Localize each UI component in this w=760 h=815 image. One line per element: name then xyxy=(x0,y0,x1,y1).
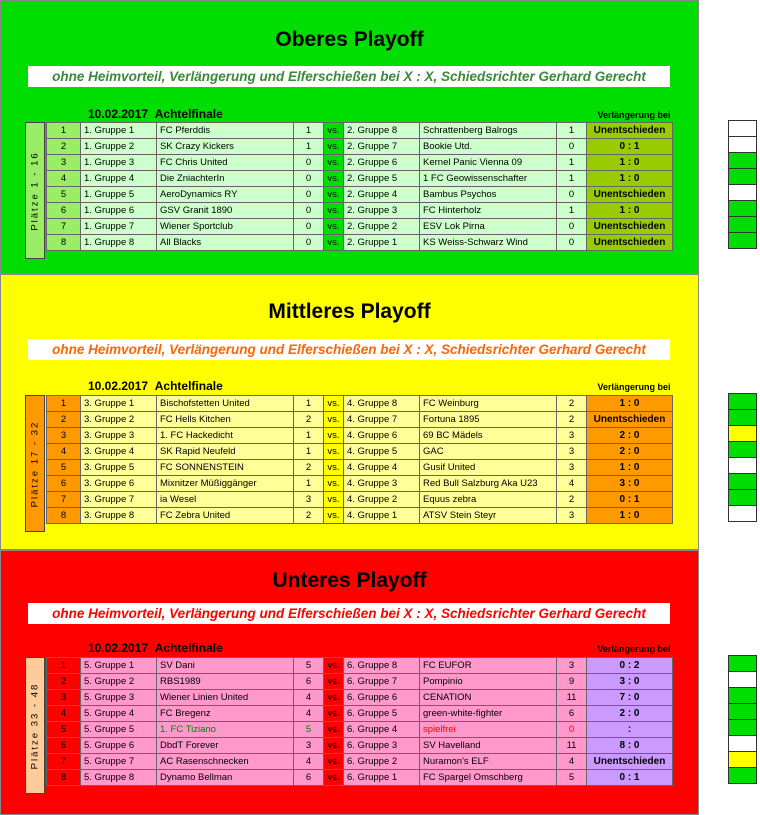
home-team: AeroDynamics RY xyxy=(157,187,294,203)
away-team: spielfrei xyxy=(420,722,557,738)
away-team: KS Weiss-Schwarz Wind xyxy=(420,235,557,251)
away-group: 6. Gruppe 5 xyxy=(344,706,420,722)
match-number: 5 xyxy=(47,460,81,476)
home-team: 1. FC Hackedicht xyxy=(157,428,294,444)
home-group: 5. Gruppe 6 xyxy=(81,738,157,754)
away-group: 6. Gruppe 7 xyxy=(344,674,420,690)
extension-result: 3 : 0 xyxy=(587,674,673,690)
away-score: 11 xyxy=(557,690,587,706)
home-team: 1. FC Tiziano xyxy=(157,722,294,738)
home-group: 5. Gruppe 7 xyxy=(81,754,157,770)
away-team: FC Hinterholz xyxy=(420,203,557,219)
extension-result: 1 : 0 xyxy=(587,203,673,219)
match-row xyxy=(47,738,673,754)
away-score: 0 xyxy=(557,722,587,738)
places-label: Plätze 17 - 32 xyxy=(25,395,45,532)
home-team: FC SONNENSTEIN xyxy=(157,460,294,476)
away-score: 3 xyxy=(557,428,587,444)
away-score: 4 xyxy=(557,476,587,492)
extension-result: 2 : 0 xyxy=(587,444,673,460)
status-indicator xyxy=(728,473,757,490)
match-row xyxy=(47,187,673,203)
status-indicator xyxy=(728,216,757,233)
away-group: 4. Gruppe 1 xyxy=(344,508,420,524)
status-indicator xyxy=(728,232,757,249)
vs-label: vs. xyxy=(324,155,344,171)
status-indicator xyxy=(728,457,757,474)
status-indicator xyxy=(728,136,757,153)
away-team: 69 BC Mädels xyxy=(420,428,557,444)
extension-result: Unentschieden xyxy=(587,754,673,770)
match-number: 5 xyxy=(47,722,81,738)
match-number: 3 xyxy=(47,155,81,171)
away-score: 5 xyxy=(557,770,587,786)
match-table xyxy=(46,122,673,251)
home-group: 3. Gruppe 5 xyxy=(81,460,157,476)
home-score: 4 xyxy=(294,706,324,722)
status-indicator xyxy=(728,767,757,784)
vs-label: vs. xyxy=(324,508,344,524)
away-group: 6. Gruppe 8 xyxy=(344,658,420,674)
home-group: 3. Gruppe 1 xyxy=(81,396,157,412)
vs-label: vs. xyxy=(324,690,344,706)
home-group: 1. Gruppe 7 xyxy=(81,219,157,235)
match-table xyxy=(46,657,673,786)
away-team: ESV Lok Pirna xyxy=(420,219,557,235)
home-group: 3. Gruppe 7 xyxy=(81,492,157,508)
away-team: 1 FC Geowissenschafter xyxy=(420,171,557,187)
away-score: 0 xyxy=(557,187,587,203)
match-number: 1 xyxy=(47,658,81,674)
places-label: Plätze 33 - 48 xyxy=(25,657,45,794)
match-number: 6 xyxy=(47,476,81,492)
away-group: 6. Gruppe 3 xyxy=(344,738,420,754)
home-team: RBS1989 xyxy=(157,674,294,690)
away-score: 3 xyxy=(557,460,587,476)
status-indicator xyxy=(728,671,757,688)
home-group: 5. Gruppe 4 xyxy=(81,706,157,722)
away-score: 0 xyxy=(557,139,587,155)
home-score: 0 xyxy=(294,219,324,235)
match-number: 7 xyxy=(47,219,81,235)
home-group: 3. Gruppe 3 xyxy=(81,428,157,444)
home-score: 2 xyxy=(294,508,324,524)
away-group: 4. Gruppe 5 xyxy=(344,444,420,460)
home-group: 5. Gruppe 3 xyxy=(81,690,157,706)
home-score: 5 xyxy=(294,658,324,674)
status-indicator xyxy=(728,425,757,442)
extension-result: 1 : 0 xyxy=(587,460,673,476)
status-indicator xyxy=(728,393,757,410)
match-row xyxy=(47,123,673,139)
away-group: 2. Gruppe 2 xyxy=(344,219,420,235)
match-number: 8 xyxy=(47,770,81,786)
away-team: GAC xyxy=(420,444,557,460)
home-score: 1 xyxy=(294,139,324,155)
status-indicator xyxy=(728,441,757,458)
home-group: 1. Gruppe 3 xyxy=(81,155,157,171)
home-group: 3. Gruppe 2 xyxy=(81,412,157,428)
extension-result: 3 : 0 xyxy=(587,476,673,492)
away-team: Bambus Psychos xyxy=(420,187,557,203)
away-score: 3 xyxy=(557,444,587,460)
vs-label: vs. xyxy=(324,171,344,187)
match-row xyxy=(47,674,673,690)
vs-label: vs. xyxy=(324,738,344,754)
match-row xyxy=(47,754,673,770)
extension-result: Unentschieden xyxy=(587,219,673,235)
away-group: 2. Gruppe 6 xyxy=(344,155,420,171)
home-team: DbdT Forever xyxy=(157,738,294,754)
away-group: 6. Gruppe 6 xyxy=(344,690,420,706)
status-indicator xyxy=(728,719,757,736)
match-number: 8 xyxy=(47,508,81,524)
home-team: FC Bregenz xyxy=(157,706,294,722)
away-group: 2. Gruppe 4 xyxy=(344,187,420,203)
home-group: 5. Gruppe 5 xyxy=(81,722,157,738)
home-team: Wiener Linien United xyxy=(157,690,294,706)
match-row xyxy=(47,203,673,219)
extension-result: 0 : 2 xyxy=(587,658,673,674)
away-team: Fortuna 1895 xyxy=(420,412,557,428)
home-score: 3 xyxy=(294,738,324,754)
away-team: FC Weinburg xyxy=(420,396,557,412)
away-team: Nuramon's ELF xyxy=(420,754,557,770)
home-score: 3 xyxy=(294,492,324,508)
away-score: 11 xyxy=(557,738,587,754)
match-number: 4 xyxy=(47,171,81,187)
match-table xyxy=(46,395,673,524)
home-group: 3. Gruppe 8 xyxy=(81,508,157,524)
match-row xyxy=(47,139,673,155)
match-row xyxy=(47,235,673,251)
status-indicator xyxy=(728,168,757,185)
match-row xyxy=(47,706,673,722)
home-score: 6 xyxy=(294,674,324,690)
home-group: 5. Gruppe 8 xyxy=(81,770,157,786)
match-row xyxy=(47,412,673,428)
extension-result: 1 : 0 xyxy=(587,155,673,171)
away-team: FC EUFOR xyxy=(420,658,557,674)
section-title: Oberes Playoff xyxy=(275,28,424,51)
away-team: green-white-fighter xyxy=(420,706,557,722)
match-number: 4 xyxy=(47,706,81,722)
indicator-column xyxy=(728,656,757,784)
vs-label: vs. xyxy=(324,460,344,476)
home-team: Dynamo Bellman xyxy=(157,770,294,786)
home-group: 1. Gruppe 5 xyxy=(81,187,157,203)
home-score: 1 xyxy=(294,476,324,492)
home-team: AC Rasenschnecken xyxy=(157,754,294,770)
home-team: Wiener Sportclub xyxy=(157,219,294,235)
home-score: 2 xyxy=(294,412,324,428)
home-score: 4 xyxy=(294,690,324,706)
away-group: 4. Gruppe 2 xyxy=(344,492,420,508)
home-team: SK Rapid Neufeld xyxy=(157,444,294,460)
match-row xyxy=(47,460,673,476)
home-team: FC Chris United xyxy=(157,155,294,171)
away-score: 0 xyxy=(557,219,587,235)
match-row xyxy=(47,690,673,706)
away-score: 1 xyxy=(557,155,587,171)
places-label: Plätze 1 - 16 xyxy=(25,122,45,259)
away-group: 4. Gruppe 3 xyxy=(344,476,420,492)
match-number: 3 xyxy=(47,428,81,444)
extension-result: 1 : 0 xyxy=(587,171,673,187)
match-number: 4 xyxy=(47,444,81,460)
away-score: 2 xyxy=(557,412,587,428)
home-score: 1 xyxy=(294,123,324,139)
match-number: 6 xyxy=(47,738,81,754)
extension-result: 0 : 1 xyxy=(587,770,673,786)
home-score: 0 xyxy=(294,235,324,251)
extension-result: Unentschieden xyxy=(587,187,673,203)
status-indicator xyxy=(728,409,757,426)
match-row xyxy=(47,171,673,187)
home-score: 5 xyxy=(294,722,324,738)
away-score: 2 xyxy=(557,396,587,412)
vs-label: vs. xyxy=(324,492,344,508)
extension-result: 7 : 0 xyxy=(587,690,673,706)
match-number: 2 xyxy=(47,412,81,428)
status-indicator xyxy=(728,184,757,201)
extension-result: : xyxy=(587,722,673,738)
away-score: 9 xyxy=(557,674,587,690)
vs-label: vs. xyxy=(324,219,344,235)
away-group: 6. Gruppe 1 xyxy=(344,770,420,786)
extension-result: 2 : 0 xyxy=(587,706,673,722)
home-score: 1 xyxy=(294,396,324,412)
away-group: 2. Gruppe 1 xyxy=(344,235,420,251)
extension-result: 8 : 0 xyxy=(587,738,673,754)
home-team: SK Crazy Kickers xyxy=(157,139,294,155)
extension-result: 1 : 0 xyxy=(587,396,673,412)
home-team: FC Hells Kitchen xyxy=(157,412,294,428)
match-row xyxy=(47,658,673,674)
home-score: 6 xyxy=(294,770,324,786)
home-team: FC Zebra United xyxy=(157,508,294,524)
away-team: FC Spargel Omschberg xyxy=(420,770,557,786)
away-score: 1 xyxy=(557,203,587,219)
away-team: ATSV Stein Steyr xyxy=(420,508,557,524)
away-score: 3 xyxy=(557,508,587,524)
away-team: Schrattenberg Balrogs xyxy=(420,123,557,139)
match-number: 2 xyxy=(47,139,81,155)
away-team: Gusif United xyxy=(420,460,557,476)
away-team: SV Havelland xyxy=(420,738,557,754)
vs-label: vs. xyxy=(324,123,344,139)
status-indicator xyxy=(728,751,757,768)
home-team: Die ZniachterIn xyxy=(157,171,294,187)
vs-label: vs. xyxy=(324,396,344,412)
vs-label: vs. xyxy=(324,235,344,251)
match-row xyxy=(47,722,673,738)
extension-result: 2 : 0 xyxy=(587,428,673,444)
home-score: 4 xyxy=(294,754,324,770)
home-group: 3. Gruppe 4 xyxy=(81,444,157,460)
away-group: 6. Gruppe 4 xyxy=(344,722,420,738)
section-title: Mittleres Playoff xyxy=(268,300,431,323)
match-row xyxy=(47,428,673,444)
status-indicator xyxy=(728,703,757,720)
vs-label: vs. xyxy=(324,658,344,674)
extension-result: Unentschieden xyxy=(587,235,673,251)
match-row xyxy=(47,219,673,235)
home-team: FC Pferddis xyxy=(157,123,294,139)
home-score: 1 xyxy=(294,444,324,460)
match-number: 8 xyxy=(47,235,81,251)
match-row xyxy=(47,508,673,524)
match-number: 1 xyxy=(47,123,81,139)
match-row xyxy=(47,155,673,171)
match-row xyxy=(47,476,673,492)
extension-result: 0 : 1 xyxy=(587,492,673,508)
vs-label: vs. xyxy=(324,754,344,770)
away-group: 2. Gruppe 5 xyxy=(344,171,420,187)
match-date: 10.02.2017 Achtelfinale xyxy=(88,641,223,655)
away-score: 6 xyxy=(557,706,587,722)
home-group: 1. Gruppe 1 xyxy=(81,123,157,139)
match-number: 2 xyxy=(47,674,81,690)
match-number: 7 xyxy=(47,492,81,508)
away-group: 2. Gruppe 8 xyxy=(344,123,420,139)
away-score: 0 xyxy=(557,235,587,251)
vs-label: vs. xyxy=(324,203,344,219)
vs-label: vs. xyxy=(324,428,344,444)
extension-label: Verlängerung bei xyxy=(597,382,671,392)
extension-result: 0 : 1 xyxy=(587,139,673,155)
home-team: GSV Granit 1890 xyxy=(157,203,294,219)
home-team: SV Dani xyxy=(157,658,294,674)
home-group: 3. Gruppe 6 xyxy=(81,476,157,492)
away-team: Equus zebra xyxy=(420,492,557,508)
away-group: 4. Gruppe 4 xyxy=(344,460,420,476)
away-team: Bookie Utd. xyxy=(420,139,557,155)
status-indicator xyxy=(728,489,757,506)
home-group: 1. Gruppe 2 xyxy=(81,139,157,155)
away-team: Kernel Panic Vienna 09 xyxy=(420,155,557,171)
vs-label: vs. xyxy=(324,187,344,203)
vs-label: vs. xyxy=(324,674,344,690)
status-indicator xyxy=(728,200,757,217)
match-date: 10.02.2017 Achtelfinale xyxy=(88,107,223,121)
section-subtitle: ohne Heimvorteil, Verlängerung und Elferschießen bei X : X, Schiedsrichter Gerhard Gerecht xyxy=(28,603,670,624)
extension-result: 1 : 0 xyxy=(587,508,673,524)
status-indicator xyxy=(728,505,757,522)
extension-label: Verlängerung bei xyxy=(597,644,671,654)
home-team: All Blacks xyxy=(157,235,294,251)
home-score: 0 xyxy=(294,203,324,219)
away-score: 1 xyxy=(557,123,587,139)
away-team: CENATION xyxy=(420,690,557,706)
home-team: Bischofstetten United xyxy=(157,396,294,412)
away-score: 3 xyxy=(557,658,587,674)
vs-label: vs. xyxy=(324,139,344,155)
status-indicator xyxy=(728,687,757,704)
away-group: 6. Gruppe 2 xyxy=(344,754,420,770)
vs-label: vs. xyxy=(324,444,344,460)
match-date: 10.02.2017 Achtelfinale xyxy=(88,379,223,393)
home-score: 1 xyxy=(294,428,324,444)
vs-label: vs. xyxy=(324,412,344,428)
away-group: 2. Gruppe 3 xyxy=(344,203,420,219)
home-group: 5. Gruppe 1 xyxy=(81,658,157,674)
home-group: 5. Gruppe 2 xyxy=(81,674,157,690)
match-number: 1 xyxy=(47,396,81,412)
vs-label: vs. xyxy=(324,476,344,492)
indicator-column xyxy=(728,394,757,522)
vs-label: vs. xyxy=(324,706,344,722)
match-number: 3 xyxy=(47,690,81,706)
match-row xyxy=(47,444,673,460)
away-score: 4 xyxy=(557,754,587,770)
match-number: 5 xyxy=(47,187,81,203)
indicator-column xyxy=(728,121,757,249)
section-title: Unteres Playoff xyxy=(272,569,427,592)
section-subtitle: ohne Heimvorteil, Verlängerung und Elferschießen bei X : X, Schiedsrichter Gerhard Gerecht xyxy=(28,66,670,87)
away-score: 2 xyxy=(557,492,587,508)
away-score: 1 xyxy=(557,171,587,187)
status-indicator xyxy=(728,120,757,137)
home-score: 0 xyxy=(294,171,324,187)
away-group: 2. Gruppe 7 xyxy=(344,139,420,155)
status-indicator xyxy=(728,152,757,169)
home-score: 0 xyxy=(294,155,324,171)
status-indicator xyxy=(728,735,757,752)
away-team: Pompinio xyxy=(420,674,557,690)
extension-result: Unentschieden xyxy=(587,123,673,139)
match-number: 7 xyxy=(47,754,81,770)
match-row xyxy=(47,492,673,508)
away-team: Red Bull Salzburg Aka U23 xyxy=(420,476,557,492)
status-indicator xyxy=(728,655,757,672)
away-group: 4. Gruppe 6 xyxy=(344,428,420,444)
section-subtitle: ohne Heimvorteil, Verlängerung und Elferschießen bei X : X, Schiedsrichter Gerhard Gerecht xyxy=(28,339,670,360)
extension-result: Unentschieden xyxy=(587,412,673,428)
home-score: 0 xyxy=(294,187,324,203)
vs-label: vs. xyxy=(324,770,344,786)
home-score: 2 xyxy=(294,460,324,476)
home-group: 1. Gruppe 8 xyxy=(81,235,157,251)
away-group: 4. Gruppe 7 xyxy=(344,412,420,428)
extension-label: Verlängerung bei xyxy=(597,110,671,120)
vs-label: vs. xyxy=(324,722,344,738)
match-row xyxy=(47,770,673,786)
match-row xyxy=(47,396,673,412)
home-group: 1. Gruppe 4 xyxy=(81,171,157,187)
match-number: 6 xyxy=(47,203,81,219)
home-group: 1. Gruppe 6 xyxy=(81,203,157,219)
home-team: ia Wesel xyxy=(157,492,294,508)
home-team: Mixnitzer Müßiggänger xyxy=(157,476,294,492)
away-group: 4. Gruppe 8 xyxy=(344,396,420,412)
